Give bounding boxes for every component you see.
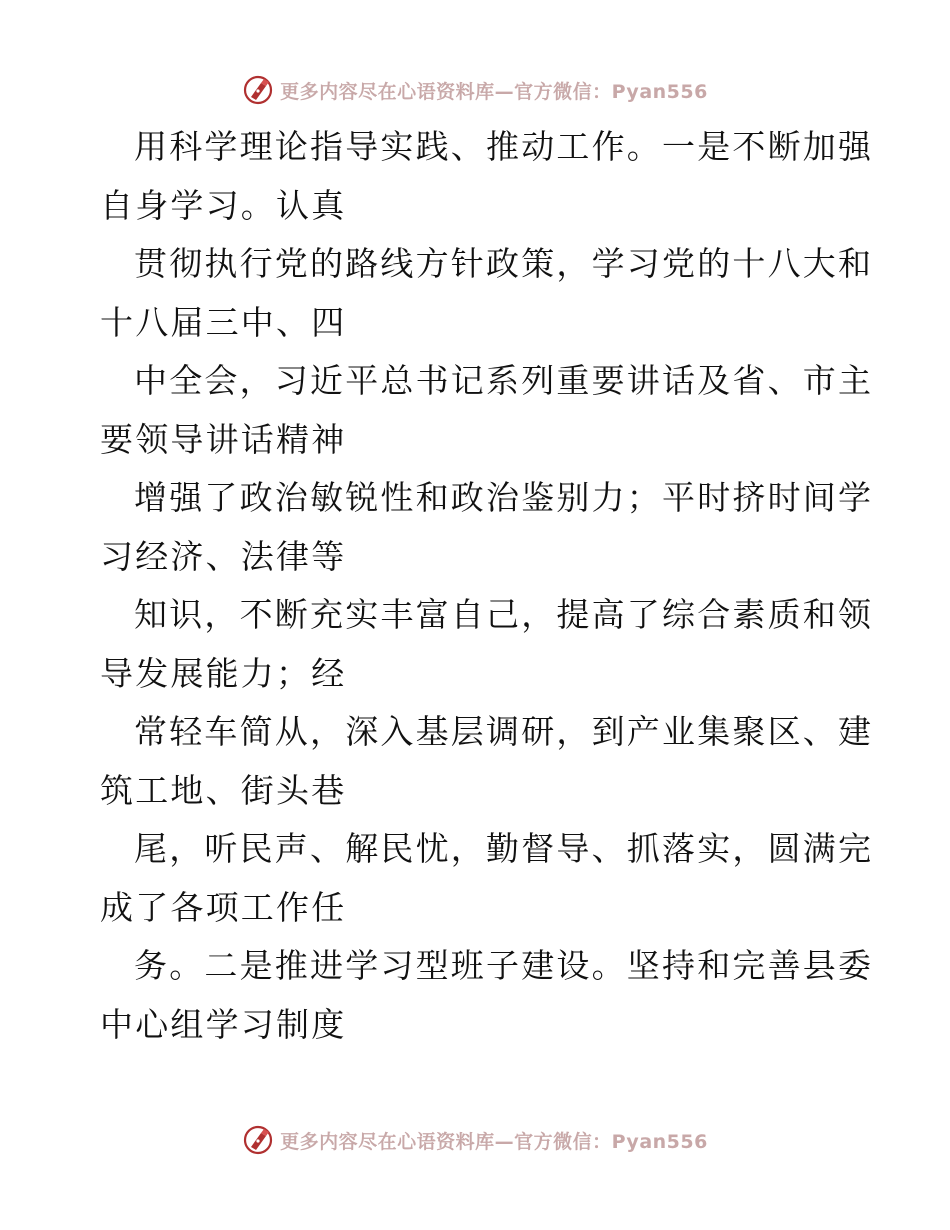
header-banner <box>0 72 950 108</box>
pen-nib-logo-icon <box>242 1124 274 1156</box>
footer-banner-text: 更多内容尽在心语资料库—官方微信：Pyan556 <box>280 1130 708 1153</box>
pen-nib-logo-icon <box>242 74 274 106</box>
body-line: 筑工地、街头巷 <box>100 770 347 810</box>
body-line: 务。二是推进学习型班子建设。坚持和完善县委 <box>134 946 874 985</box>
body-line: 中心组学习制度 <box>100 1004 347 1044</box>
header-banner-text: 更多内容尽在心语资料库—官方微信：Pyan556 <box>280 80 708 103</box>
document-body <box>100 118 874 1054</box>
body-line: 中全会，习近平总书记系列重要讲话及省、市主 <box>134 361 874 400</box>
body-line: 常轻车简从，深入基层调研，到产业集聚区、建 <box>134 712 874 751</box>
body-line: 尾，听民声、解民忧，勤督导、抓落实，圆满完 <box>134 829 874 868</box>
body-line: 成了各项工作任 <box>100 887 347 927</box>
body-line: 贯彻执行党的路线方针政策，学习党的十八大和 <box>134 244 874 283</box>
body-line: 自身学习。认真 <box>100 185 347 225</box>
body-line: 习经济、法律等 <box>100 536 347 576</box>
body-line: 增强了政治敏锐性和政治鉴别力；平时挤时间学 <box>134 478 874 517</box>
footer-banner <box>0 1122 950 1158</box>
body-line: 十八届三中、四 <box>100 302 347 342</box>
body-line: 用科学理论指导实践、推动工作。一是不断加强 <box>134 127 874 166</box>
body-line: 导发展能力；经 <box>100 653 347 693</box>
body-line: 要领导讲话精神 <box>100 419 347 459</box>
body-line: 知识，不断充实丰富自己，提高了综合素质和领 <box>134 595 874 634</box>
